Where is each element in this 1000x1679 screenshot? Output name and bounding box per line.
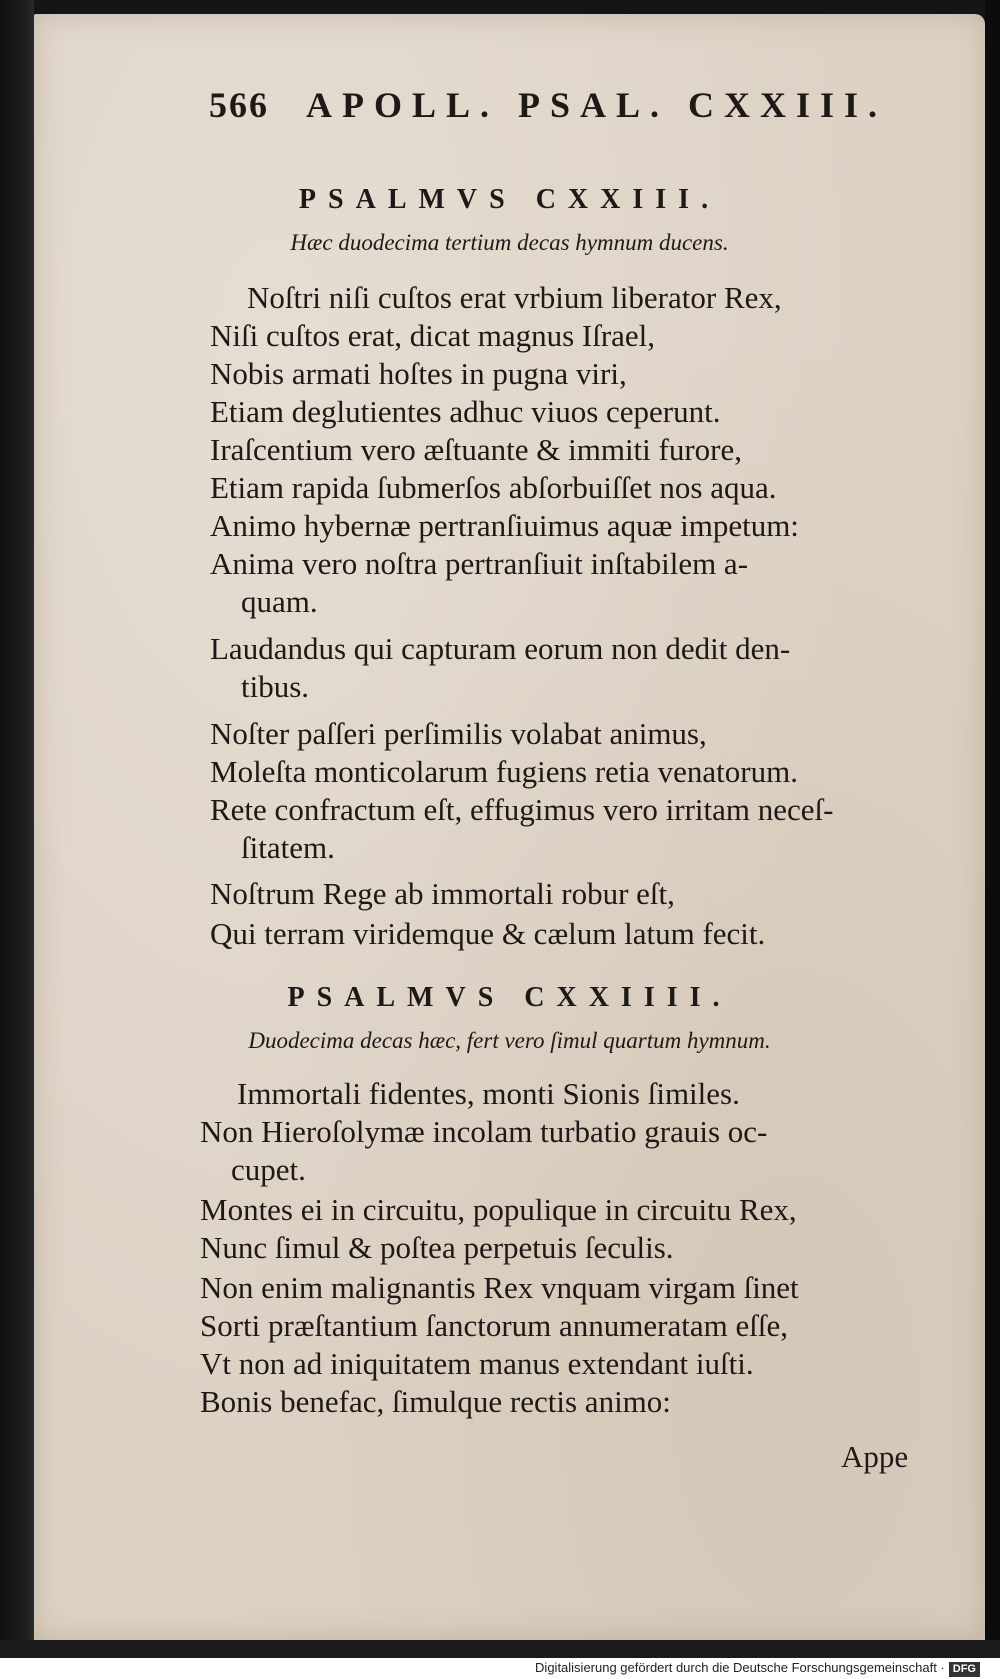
verse-line: Niſi cuſtos erat, dicat magnus Iſrael, [210, 318, 656, 353]
verse-line: Animo hybernæ pertranſiuimus aquæ impetum: [210, 508, 799, 543]
running-head [209, 84, 909, 134]
scan-border-bottom [0, 1640, 1000, 1658]
verse-line: cupet. [231, 1152, 306, 1187]
verse-line: Nobis armati hoſtes in pugna viri, [210, 356, 627, 391]
page-content [34, 14, 985, 1640]
verse-line: Montes ei in circuitu, populique in circuitu Rex, [200, 1192, 797, 1227]
verse-line: Sorti præſtantium ſanctorum annumeratam eſſe, [200, 1308, 788, 1343]
verse-line: Immortali fidentes, monti Sionis ſimiles. [237, 1076, 740, 1111]
verse-line: Etiam deglutientes adhuc viuos ceperunt. [210, 394, 721, 429]
credit-text: Digitalisierung gefördert durch die Deutsche Forschungsgemeinschaft · [535, 1660, 945, 1675]
verse-line: Noſtrum Rege ab immortali robur eſt, [210, 876, 675, 911]
running-head-label: APOLL. PSAL. CXXIII. [306, 85, 888, 125]
catchword: Appe [841, 1439, 909, 1474]
verse-line: Rete confractum eſt, effugimus vero irritam neceſ- [210, 792, 834, 827]
verse-line: tibus. [241, 669, 310, 704]
page-number: 566 [209, 85, 269, 125]
verse-line: quam. [241, 584, 318, 619]
book-page [34, 14, 985, 1640]
psalm-subtitle: Duodecima decas hæc, fert vero ſimul quartum hymnum. [248, 1028, 771, 1053]
psalm-subtitle: Hæc duodecima tertium decas hymnum ducens. [290, 230, 729, 255]
verse-line: Non enim malignantis Rex vnquam virgam ſinet [200, 1270, 799, 1305]
verse-line: Iraſcentium vero æſtuante & immiti furore, [210, 432, 743, 467]
verse-line: Anima vero noſtra pertranſiuit inſtabilem a- [210, 546, 749, 581]
verse-line: Etiam rapida ſubmerſos abſorbuiſſet nos aqua. [210, 470, 777, 505]
scan-border-left [0, 0, 34, 1679]
verse-line: Laudandus qui capturam eorum non dedit den- [210, 631, 791, 666]
verse-line: Non Hieroſolymæ incolam turbatio grauis oc- [200, 1114, 768, 1149]
verse-line: Noſtri niſi cuſtos erat vrbium liberator Rex, [247, 280, 782, 315]
verse-line: Bonis benefac, ſimulque rectis animo: [200, 1384, 671, 1419]
dfg-logo-icon: DFG [949, 1662, 980, 1677]
digitization-credit [535, 1660, 980, 1677]
verse-line: Moleſta monticolarum fugiens retia venatorum. [210, 754, 798, 789]
psalm-title: PSALMVS CXXIIII. [287, 982, 732, 1013]
verse-line: Nunc ſimul & poſtea perpetuis ſeculis. [200, 1230, 674, 1265]
psalm-title: PSALMVS CXXIII. [298, 184, 721, 215]
verse-line: Vt non ad iniquitatem manus extendant iuſti. [200, 1346, 754, 1381]
verse-line: Noſter paſſeri perſimilis volabat animus, [210, 716, 707, 751]
scan-border-right [985, 0, 1000, 1679]
verse-line: Qui terram viridemque & cælum latum fecit. [210, 916, 766, 951]
verse-line: ſitatem. [241, 830, 335, 865]
